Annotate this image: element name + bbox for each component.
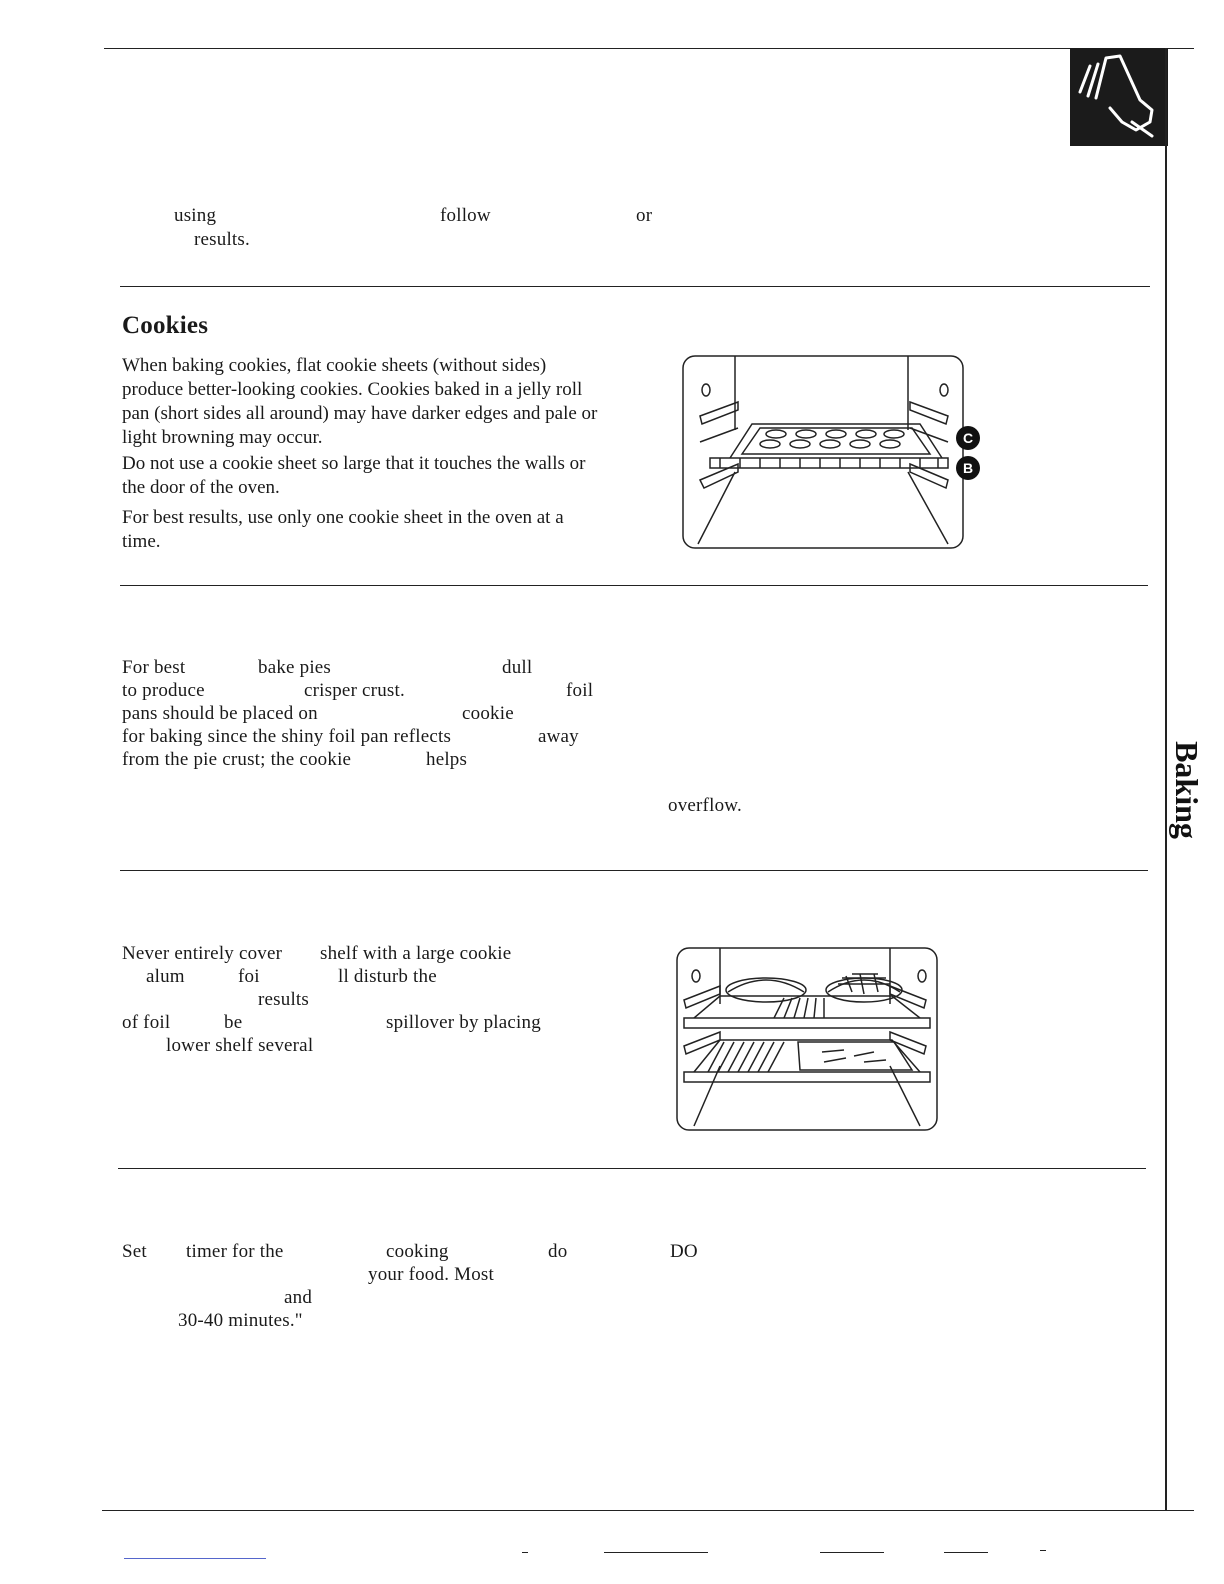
intro-word-results: results. [194, 229, 250, 250]
cookies-paragraph-3: For best results, use only one cookie sheet in the oven at a time. [122, 507, 564, 552]
footer-mark-5 [944, 1552, 988, 1553]
timer-fragment-2: timer for the [186, 1241, 284, 1262]
timer-fragment-6: your food. Most [368, 1264, 494, 1285]
shelf-label-c [956, 426, 980, 450]
intro-word-or: or [636, 205, 653, 226]
pies-fragment-4: to produce [122, 680, 205, 701]
pies-fragment-5: crisper crust. [304, 680, 405, 701]
footer-mark-6 [1040, 1550, 1046, 1551]
footer-mark-2 [522, 1552, 528, 1553]
pies-fragment-11: from the pie crust; the cookie [122, 749, 352, 770]
foil-fragment-8: be [224, 1012, 243, 1033]
foil-fragment-9: spillover by placing [386, 1012, 541, 1033]
timer-fragment-8: 30-40 minutes." [178, 1310, 303, 1331]
cookies-heading: Cookies [122, 312, 209, 339]
pies-fragment-6: foil [566, 680, 594, 701]
foil-fragment-7: of foil [122, 1012, 171, 1033]
section-tab [1070, 48, 1168, 146]
oven-cookie-sheet-illustration [680, 354, 980, 550]
foil-fragment-4: foi [238, 966, 260, 987]
footer-mark-3 [604, 1552, 708, 1553]
foil-fragment-5: ll disturb the [338, 966, 437, 987]
pies-fragment-2: bake pies [258, 657, 332, 678]
cookies-paragraph-2: Do not use a cookie sheet so large that it touches the walls or the door of the oven. [122, 453, 586, 498]
pies-fragment-13: overflow. [668, 795, 742, 816]
foil-fragment-1: Never entirely cover [122, 943, 283, 964]
pies-fragment-10: away [538, 726, 579, 747]
cookies-paragraph-1: When baking cookies, flat cookie sheets (without sides) produce better-looking cookies. Cookies baked in a jelly roll pan (short sides all around) may have darker edges and pale or light browning may occur. [122, 355, 598, 448]
pies-fragment-8: cookie [462, 703, 514, 724]
pies-fragment-3: dull [502, 657, 533, 678]
foil-fragment-2: shelf with a large cookie [320, 943, 512, 964]
foil-fragment-10: lower shelf several [166, 1035, 314, 1056]
timer-fragment-1: Set [122, 1241, 147, 1262]
timer-fragment-3: cooking [386, 1241, 449, 1262]
section-label: Baking [1169, 741, 1205, 839]
pies-fragment-1: For best [122, 657, 186, 678]
footer-mark-4 [820, 1552, 884, 1553]
timer-fragment-5: DO [670, 1241, 698, 1262]
section-divider-3 [120, 870, 1148, 871]
shelf-label-b [956, 456, 980, 480]
top-rule [104, 48, 1194, 49]
pies-fragment-9: for baking since the shiny foil pan reflects [122, 726, 452, 747]
foil-fragment-6: results [258, 989, 310, 1010]
section-divider-4 [118, 1168, 1146, 1169]
intro-word-using: using [174, 205, 217, 226]
footer-mark-1 [124, 1558, 266, 1559]
section-divider-1 [120, 286, 1150, 287]
pies-fragment-12: helps [426, 749, 468, 770]
svg-text:B: B [962, 460, 974, 476]
timer-fragment-7: and [284, 1287, 313, 1308]
pies-fragment-7: pans should be placed on [122, 703, 318, 724]
svg-text:C: C [962, 430, 974, 446]
bottom-rule [102, 1510, 1194, 1511]
oven-pies-foil-illustration [674, 946, 940, 1132]
hand-pointer-icon [1070, 48, 1168, 146]
section-divider-2 [120, 585, 1148, 586]
timer-fragment-4: do [548, 1241, 568, 1262]
foil-fragment-3: alum [146, 966, 185, 987]
intro-word-follow: follow [440, 205, 491, 226]
